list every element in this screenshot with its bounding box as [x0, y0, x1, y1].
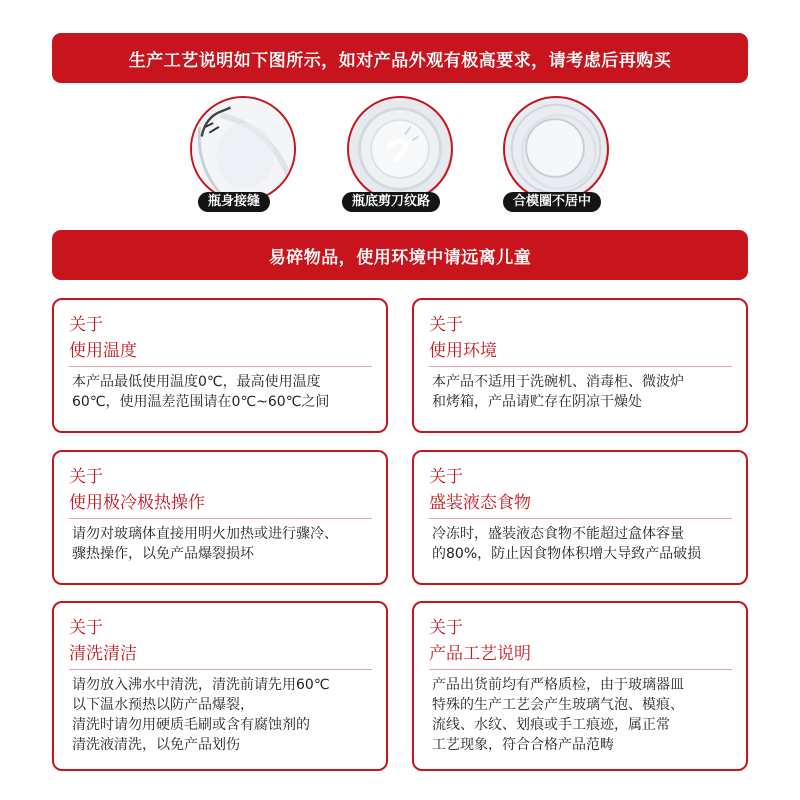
card-heading — [69, 464, 205, 516]
card-about-label: 关于 — [69, 315, 103, 335]
card-body — [432, 372, 736, 412]
card-body — [432, 524, 736, 564]
top-notice-banner: 生产工艺说明如下图所示，如对产品外观有极高要求，请考虑后再购买 — [52, 33, 748, 83]
card-heading — [69, 615, 137, 667]
card-body-line: 请勿对玻璃体直接用明火加热或进行骤冷、 — [72, 526, 338, 542]
card-body-line: 流线、水纹、划痕或手工痕迹，属正常 — [432, 717, 670, 733]
card-divider — [429, 518, 732, 519]
card-about-label: 关于 — [69, 618, 103, 638]
card-divider — [429, 366, 732, 367]
card-divider — [69, 669, 372, 670]
card-about-label: 关于 — [429, 467, 463, 487]
fragile-warning-banner: 易碎物品，使用环境中请远离儿童 — [52, 230, 748, 280]
card-body-line: 和烤箱，产品请贮存在阴凉干燥处 — [432, 394, 642, 410]
card-body-line: 60℃，使用温差范围请在0℃~60℃之间 — [72, 394, 330, 410]
photo-caption-mold-ring: 合模圈不居中 — [503, 192, 601, 212]
card-body-line: 清洗液清洗，以免产品划伤 — [72, 737, 240, 753]
card-divider — [429, 669, 732, 670]
card-body — [432, 675, 736, 755]
card-body — [72, 524, 376, 564]
card-cleaning — [52, 601, 388, 771]
card-body — [72, 372, 376, 412]
card-body-line: 本产品不适用于洗碗机、消毒柜、微波炉 — [432, 374, 684, 390]
card-title: 使用极冷极热操作 — [69, 493, 205, 513]
card-body-line: 特殊的生产工艺会产生玻璃气泡、模痕、 — [432, 697, 684, 713]
card-title: 盛装液态食物 — [429, 493, 531, 513]
card-environment — [412, 298, 748, 433]
card-heading — [429, 464, 531, 516]
card-extreme-temperature — [52, 450, 388, 585]
card-about-label: 关于 — [429, 618, 463, 638]
card-heading — [429, 615, 531, 667]
card-liquid-food — [412, 450, 748, 585]
card-title: 清洗清洁 — [69, 644, 137, 664]
bottle-bottom-photo — [347, 96, 453, 202]
card-body-line: 冷冻时，盛装液态食物不能超过盒体容量 — [432, 526, 684, 542]
card-divider — [69, 518, 372, 519]
card-body-line: 的80%，防止因食物体积增大导致产品破损 — [432, 546, 702, 562]
mold-ring-photo — [503, 96, 609, 202]
photo-caption-seam: 瓶身接缝 — [198, 192, 270, 212]
card-about-label: 关于 — [429, 315, 463, 335]
card-body-line: 骤热操作，以免产品爆裂损坏 — [72, 546, 254, 562]
card-title: 使用环境 — [429, 341, 497, 361]
card-title: 使用温度 — [69, 341, 137, 361]
photo-caption-bottom: 瓶底剪刀纹路 — [342, 192, 440, 212]
card-about-label: 关于 — [69, 467, 103, 487]
card-body — [72, 675, 376, 755]
card-body-line: 产品出货前均有严格质检，由于玻璃器皿 — [432, 677, 684, 693]
bottle-seam-photo — [190, 96, 296, 202]
card-body-line: 本产品最低使用温度0℃，最高使用温度 — [72, 374, 321, 390]
card-body-line: 清洗时请勿用硬质毛刷或含有腐蚀剂的 — [72, 717, 310, 733]
card-title: 产品工艺说明 — [429, 644, 531, 664]
card-divider — [69, 366, 372, 367]
card-heading — [429, 312, 497, 364]
card-craft-notes — [412, 601, 748, 771]
card-body-line: 工艺现象，符合合格产品范畴 — [432, 737, 614, 753]
card-body-line: 请勿放入沸水中清洗，清洗前请先用60℃ — [72, 677, 330, 693]
card-body-line: 以下温水预热以防产品爆裂， — [72, 697, 254, 713]
card-temperature — [52, 298, 388, 433]
card-heading — [69, 312, 137, 364]
